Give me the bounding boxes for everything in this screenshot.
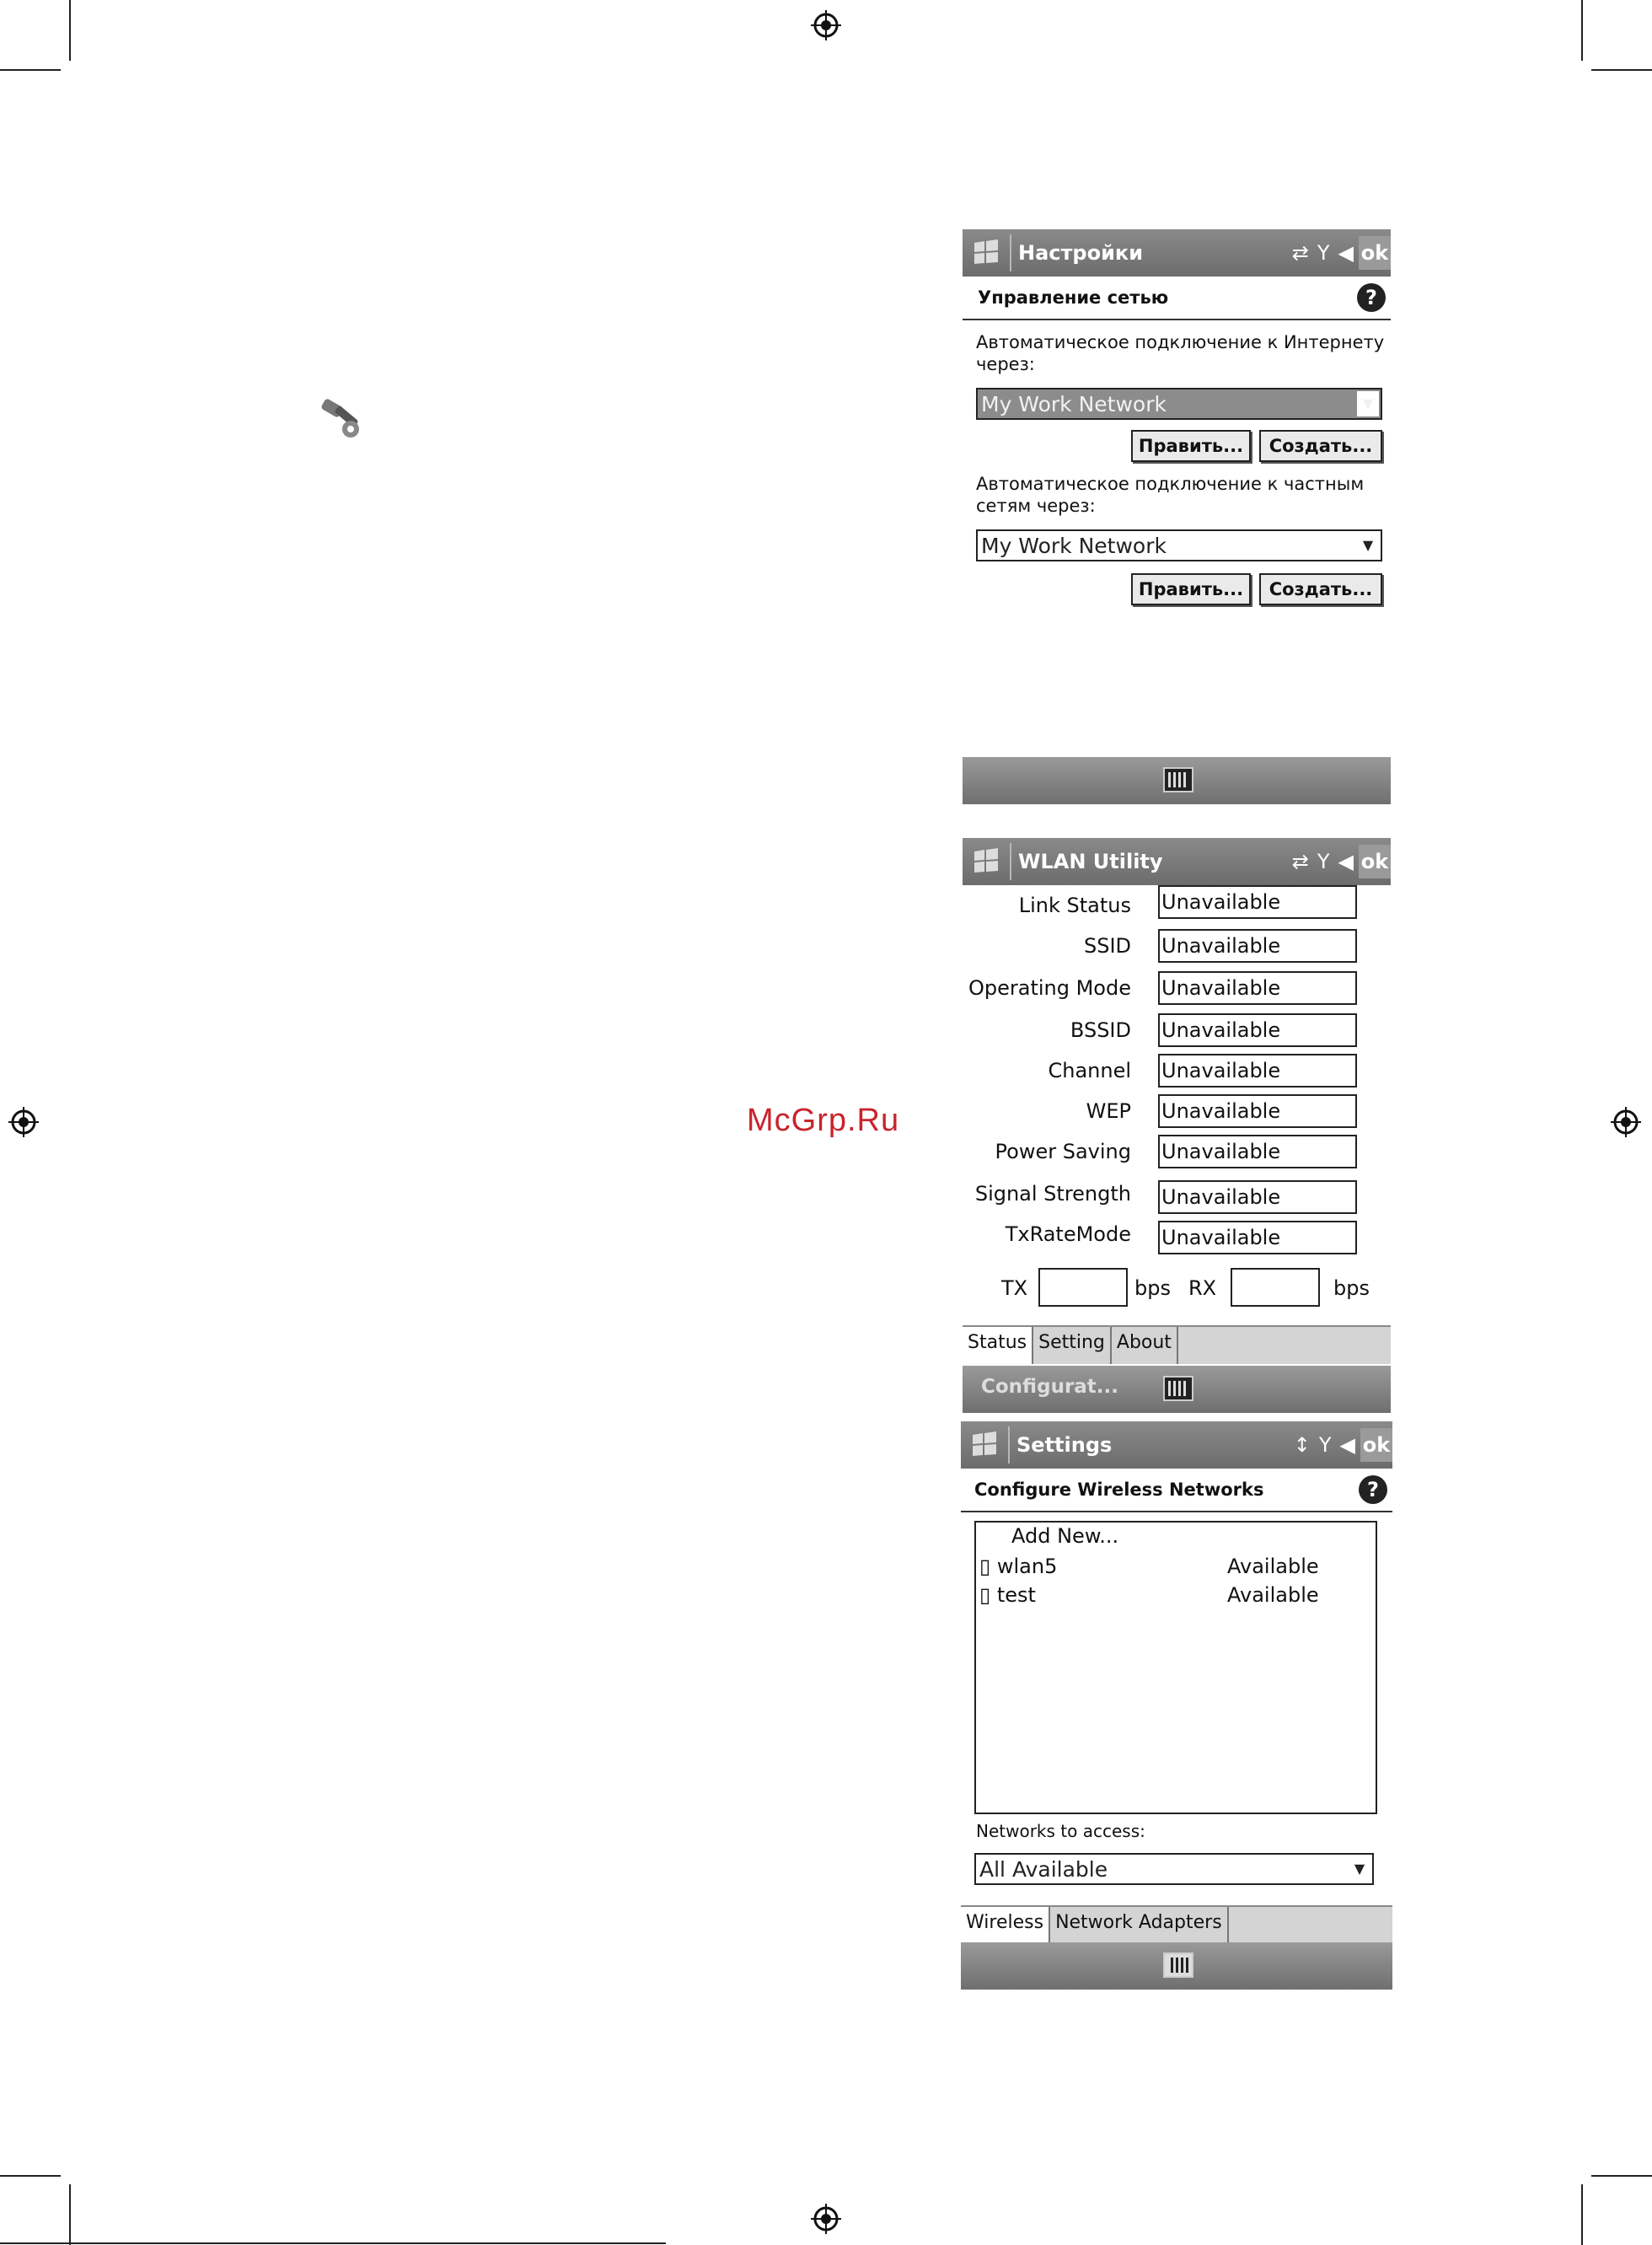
bottom-rule	[0, 2242, 666, 2244]
crop-mark	[0, 69, 61, 71]
signal-off-icon[interactable]: Y	[1317, 850, 1330, 873]
configuration-menu[interactable]: Configurat...	[981, 1376, 1119, 1398]
network-item[interactable]	[979, 1555, 1367, 1578]
wlan-utility-screen	[963, 838, 1391, 1413]
network-name: test	[996, 1583, 1036, 1607]
tx-rate-field	[1038, 1268, 1128, 1307]
signal-off-icon[interactable]: Y	[1317, 241, 1330, 265]
network-status: Available	[1227, 1555, 1319, 1578]
page-title-text: Управление сетью	[978, 287, 1169, 308]
private-label-cont: сетям через:	[976, 496, 1096, 516]
crop-mark	[1581, 0, 1583, 61]
tab-strip	[963, 1325, 1391, 1364]
page-title	[963, 277, 1391, 320]
field-label: TxRateMode	[1005, 1222, 1131, 1246]
crop-mark	[1591, 2175, 1652, 2177]
internet-network-select[interactable]	[976, 388, 1382, 420]
registration-mark-icon	[8, 1107, 39, 1137]
field-value: Unavailable	[1158, 885, 1357, 919]
ok-button[interactable]: ok	[1359, 236, 1391, 270]
field-value: Unavailable	[1158, 1135, 1357, 1168]
internet-network-value: My Work Network	[981, 392, 1167, 416]
network-status: Available	[1227, 1583, 1319, 1607]
chevron-down-icon[interactable]: ▼	[1357, 533, 1379, 558]
wireless-network-icon: ▯	[979, 1583, 991, 1607]
internet-label-cont: через:	[976, 354, 1035, 374]
status-icons	[1292, 850, 1354, 873]
field-label: BSSID	[1070, 1018, 1131, 1042]
create-internet-button[interactable]: Создать...	[1259, 430, 1382, 462]
page-title-text: Configure Wireless Networks	[974, 1480, 1264, 1500]
keyboard-icon[interactable]	[1163, 1376, 1193, 1401]
network-list[interactable]	[974, 1521, 1377, 1814]
field-value: Unavailable	[1158, 1180, 1357, 1214]
field-label: Operating Mode	[968, 976, 1131, 1000]
title-bar	[963, 838, 1391, 885]
tab-network-adapters[interactable]: Network Adapters	[1050, 1907, 1229, 1944]
field-value: Unavailable	[1158, 1094, 1357, 1128]
tx-unit: bps	[1134, 1276, 1171, 1300]
registration-mark-icon	[811, 10, 841, 40]
window-title: WLAN Utility	[1018, 850, 1163, 873]
title-separator	[1010, 234, 1011, 271]
tab-about[interactable]: About	[1112, 1327, 1178, 1364]
settings-wrench-icon	[314, 390, 367, 444]
chevron-down-icon[interactable]: ▼	[1357, 391, 1379, 416]
tx-label: TX	[1001, 1276, 1028, 1300]
chevron-down-icon[interactable]: ▼	[1349, 1856, 1370, 1882]
registration-mark-icon	[1611, 1107, 1641, 1137]
networks-access-value: All Available	[979, 1857, 1108, 1882]
title-bar	[963, 229, 1391, 277]
crop-mark	[0, 2175, 61, 2177]
internet-label: Автоматическое подключение к Интернету	[976, 332, 1385, 352]
volume-icon[interactable]: ◀	[1339, 1433, 1355, 1457]
help-icon[interactable]: ?	[1357, 283, 1386, 312]
field-label: Link Status	[1018, 894, 1131, 917]
window-title: Настройки	[1018, 241, 1144, 265]
volume-icon[interactable]: ◀	[1338, 850, 1354, 873]
edit-internet-button[interactable]: Править...	[1131, 430, 1251, 462]
sync-icon[interactable]: ↕	[1293, 1433, 1311, 1457]
ok-button[interactable]: ok	[1360, 1428, 1392, 1462]
field-label: Signal Strength	[974, 1182, 1131, 1206]
wireless-network-icon: ▯	[979, 1555, 991, 1578]
signal-off-icon[interactable]: Y	[1318, 1433, 1332, 1457]
volume-icon[interactable]: ◀	[1338, 241, 1354, 265]
rx-label: RX	[1188, 1276, 1217, 1300]
command-bar	[963, 757, 1391, 804]
windows-start-icon[interactable]	[963, 838, 1010, 885]
connectivity-icon[interactable]: ⇄	[1291, 850, 1309, 873]
network-item[interactable]	[979, 1583, 1367, 1607]
connectivity-icon[interactable]: ⇄	[1291, 241, 1309, 265]
status-icons	[1292, 241, 1354, 265]
window-title: Settings	[1016, 1433, 1113, 1457]
windows-start-icon[interactable]	[963, 229, 1010, 277]
tab-status[interactable]: Status	[963, 1327, 1033, 1364]
crop-mark	[69, 2184, 71, 2245]
command-bar	[961, 1942, 1392, 1990]
help-icon[interactable]: ?	[1359, 1475, 1387, 1504]
title-bar	[961, 1421, 1392, 1469]
tab-strip	[961, 1905, 1392, 1944]
rx-unit: bps	[1333, 1276, 1370, 1300]
field-label: Channel	[1048, 1059, 1131, 1082]
network-management-screen	[963, 229, 1391, 804]
crop-mark	[1581, 2184, 1583, 2245]
crop-mark	[1591, 69, 1652, 71]
private-network-value: My Work Network	[981, 534, 1167, 558]
ok-button[interactable]: ok	[1359, 845, 1391, 878]
field-value: Unavailable	[1158, 1054, 1357, 1088]
page-title	[961, 1469, 1392, 1512]
field-label: SSID	[1083, 934, 1131, 958]
field-value: Unavailable	[1158, 1221, 1357, 1254]
title-separator	[1010, 843, 1011, 880]
edit-private-button[interactable]: Править...	[1131, 573, 1251, 605]
field-value: Unavailable	[1158, 971, 1357, 1005]
networks-access-label: Networks to access:	[976, 1821, 1145, 1841]
add-new-network-item[interactable]: Add New...	[1011, 1524, 1119, 1548]
keyboard-icon[interactable]	[1163, 1952, 1193, 1978]
title-separator	[1008, 1426, 1010, 1464]
create-private-button[interactable]: Создать...	[1259, 573, 1382, 605]
private-label: Автоматическое подключение к частным	[976, 474, 1365, 494]
keyboard-icon[interactable]	[1163, 767, 1193, 792]
tab-setting[interactable]: Setting	[1033, 1327, 1112, 1364]
private-network-select[interactable]	[976, 529, 1382, 561]
crop-mark	[69, 0, 71, 61]
rx-rate-field	[1231, 1268, 1320, 1307]
status-icons	[1294, 1433, 1355, 1457]
field-label: Power Saving	[995, 1140, 1131, 1163]
network-name: wlan5	[996, 1555, 1058, 1578]
field-value: Unavailable	[1158, 929, 1357, 963]
windows-start-icon[interactable]	[961, 1421, 1008, 1469]
wireless-settings-screen	[961, 1421, 1392, 1990]
command-bar	[963, 1366, 1391, 1413]
watermark: McGrp.Ru	[747, 1103, 900, 1138]
networks-access-select[interactable]	[974, 1853, 1374, 1885]
field-label: WEP	[1086, 1099, 1131, 1123]
tab-wireless[interactable]: Wireless	[961, 1907, 1050, 1944]
field-value: Unavailable	[1158, 1013, 1357, 1047]
registration-mark-icon	[811, 2204, 841, 2234]
